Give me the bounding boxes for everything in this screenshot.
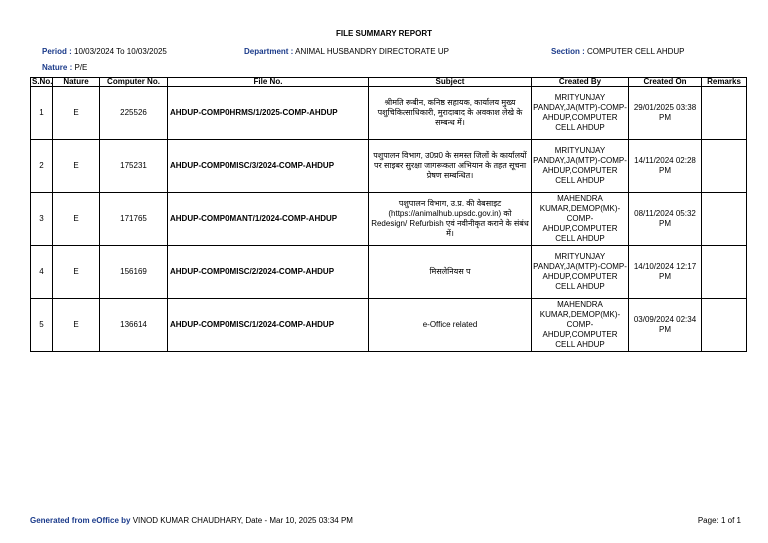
table-row	[31, 193, 747, 246]
section-label: Section :	[551, 47, 585, 56]
table-row	[31, 246, 747, 299]
cell-computer-no: 156169	[100, 246, 168, 299]
cell-file-no[interactable]: AHDUP-COMP0MANT/1/2024-COMP-AHDUP	[168, 193, 369, 246]
cell-nature: E	[53, 87, 100, 140]
cell-created-on: 29/01/2025 03:38 PM	[629, 87, 702, 140]
table-row	[31, 299, 747, 352]
cell-nature: E	[53, 299, 100, 352]
header-computer-no: Computer No.	[100, 78, 168, 87]
cell-created-by: MAHENDRA KUMAR,DEMOP(MK)-COMP-AHDUP,COMPUTER CELL AHDUP	[532, 193, 629, 246]
cell-nature: E	[53, 140, 100, 193]
cell-subject: मिसलेनियस प	[369, 246, 532, 299]
cell-file-no[interactable]: AHDUP-COMP0HRMS/1/2025-COMP-AHDUP	[168, 87, 369, 140]
period-value: 10/03/2024 To 10/03/2025	[74, 47, 167, 56]
table-row	[31, 140, 747, 193]
cell-nature: E	[53, 246, 100, 299]
generated-value: VINOD KUMAR CHAUDHARY, Date - Mar 10, 2025 03:34 PM	[132, 516, 353, 525]
cell-remarks	[702, 193, 747, 246]
period-meta	[42, 47, 167, 56]
generated-by-footer	[30, 516, 353, 525]
cell-created-on: 03/09/2024 02:34 PM	[629, 299, 702, 352]
cell-computer-no: 175231	[100, 140, 168, 193]
cell-computer-no: 136614	[100, 299, 168, 352]
cell-sno: 5	[31, 299, 53, 352]
cell-created-by: MRITYUNJAY PANDAY,JA(MTP)-COMP-AHDUP,COMPUTER CELL AHDUP	[532, 140, 629, 193]
generated-label: Generated from eOffice by	[30, 516, 131, 525]
cell-created-by: MRITYUNJAY PANDAY,JA(MTP)-COMP-AHDUP,COMPUTER CELL AHDUP	[532, 246, 629, 299]
header-nature: Nature	[53, 78, 100, 87]
nature-label: Nature :	[42, 63, 73, 72]
cell-created-on: 14/10/2024 12:17 PM	[629, 246, 702, 299]
cell-sno: 3	[31, 193, 53, 246]
section-value: COMPUTER CELL AHDUP	[587, 47, 685, 56]
header-remarks: Remarks	[702, 78, 747, 87]
cell-subject: e-Office related	[369, 299, 532, 352]
cell-remarks	[702, 246, 747, 299]
cell-nature: E	[53, 193, 100, 246]
cell-subject: पशुपालन विभाग, उ0प्र0 के समस्त जिलों के कार्यालयों पर साइबर सुरक्षा जागरूकता अभियान के तहत सूचना प्रेषण सम्बन्धित।	[369, 140, 532, 193]
cell-created-by: MRITYUNJAY PANDAY,JA(MTP)-COMP-AHDUP,COMPUTER CELL AHDUP	[532, 87, 629, 140]
cell-sno: 2	[31, 140, 53, 193]
cell-file-no[interactable]: AHDUP-COMP0MISC/2/2024-COMP-AHDUP	[168, 246, 369, 299]
cell-computer-no: 225526	[100, 87, 168, 140]
section-meta	[551, 47, 685, 56]
cell-computer-no: 171765	[100, 193, 168, 246]
file-summary-table	[30, 77, 747, 352]
cell-created-by: MAHENDRA KUMAR,DEMOP(MK)-COMP-AHDUP,COMPUTER CELL AHDUP	[532, 299, 629, 352]
header-created-on: Created On	[629, 78, 702, 87]
department-label: Department :	[244, 47, 294, 56]
header-sno: S.No.	[32, 77, 53, 86]
cell-subject: पशुपालन विभाग, उ.प्र. की वेबसाइट (https://animalhub.upsdc.gov.in) को Redesign/ Refurbish एवं नवीनीकृत कराने के संबंध में।	[369, 193, 532, 246]
header-subject: Subject	[369, 78, 532, 87]
cell-remarks	[702, 299, 747, 352]
cell-created-on: 14/11/2024 02:28 PM	[629, 140, 702, 193]
department-meta	[244, 47, 449, 56]
nature-value: P/E	[74, 63, 88, 72]
cell-sno: 4	[31, 246, 53, 299]
page-number: Page: 1 of 1	[697, 516, 741, 525]
table-row	[31, 87, 747, 140]
report-title: FILE SUMMARY REPORT	[335, 29, 432, 38]
cell-subject: श्रीमति रूबीन, कनिष्ठ सहायक, कार्यालय मुख्य पशुचिकित्साधिकारी, मुरादाबाद के अवकाश लेखे के सम्बन्ध में।	[369, 87, 532, 140]
cell-sno: 1	[31, 87, 53, 140]
period-label: Period :	[42, 47, 72, 56]
cell-file-no[interactable]: AHDUP-COMP0MISC/1/2024-COMP-AHDUP	[168, 299, 369, 352]
department-value: ANIMAL HUSBANDRY DIRECTORATE UP	[295, 47, 449, 56]
cell-file-no[interactable]: AHDUP-COMP0MISC/3/2024-COMP-AHDUP	[168, 140, 369, 193]
cell-remarks	[702, 140, 747, 193]
header-created-by: Created By	[532, 78, 629, 87]
cell-remarks	[702, 87, 747, 140]
cell-created-on: 08/11/2024 05:32 PM	[629, 193, 702, 246]
nature-meta	[42, 63, 87, 72]
table-header-row	[31, 78, 747, 87]
header-file-no: File No.	[168, 78, 369, 87]
